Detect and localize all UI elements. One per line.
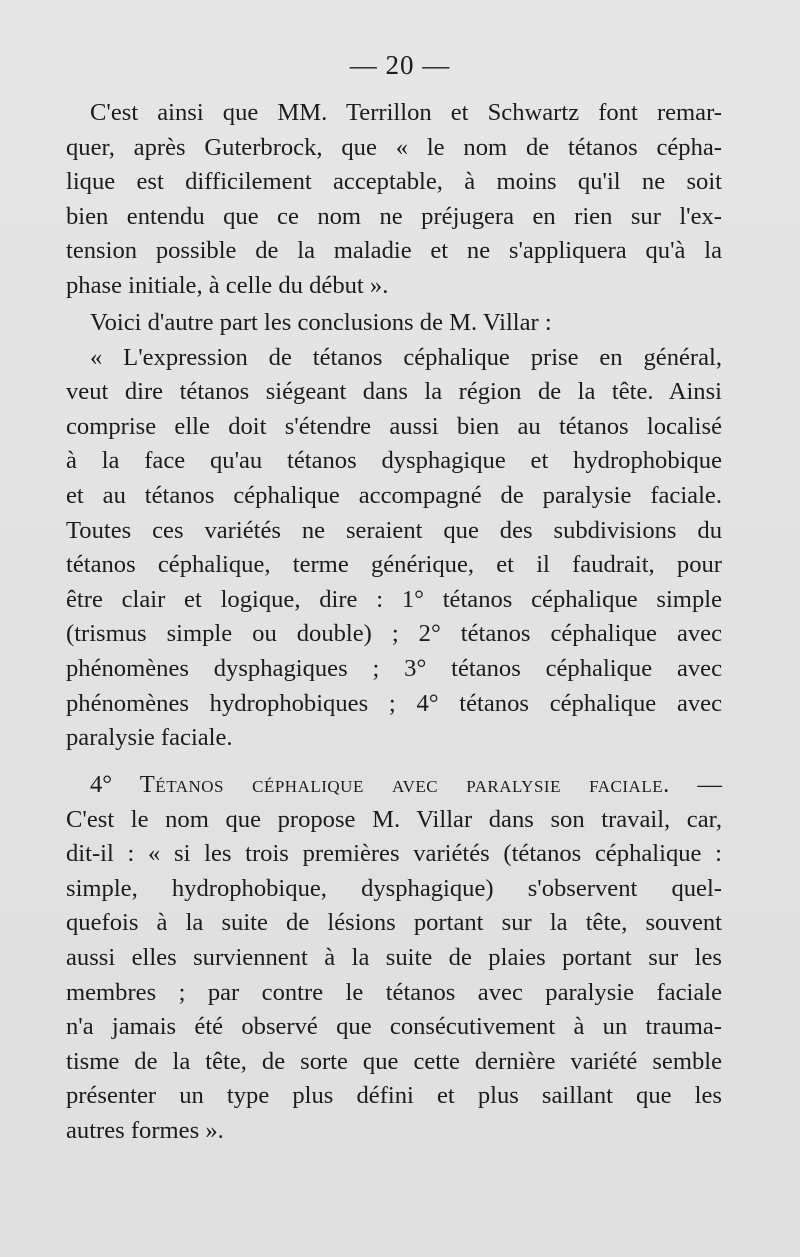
text-line: « L'expression de tétanos céphalique prise en général, <box>90 343 722 371</box>
text-line: phénomènes hydrophobiques ; 4° tétanos céphalique avec <box>66 689 722 717</box>
text-line: phénomènes dysphagiques ; 3° tétanos céphalique avec <box>66 654 722 682</box>
text-line: Toutes ces variétés ne seraient que des subdivisions du <box>66 516 722 544</box>
text-line: présenter un type plus défini et plus saillant que les <box>66 1082 722 1110</box>
text-line: et au tétanos céphalique accompagné de paralysie faciale. <box>66 481 722 509</box>
text-line: tension possible de la maladie et ne s'appliquera qu'à la <box>66 237 722 265</box>
text-line: tétanos céphalique, terme générique, et il faudrait, pour <box>66 551 722 579</box>
text-line: C'est ainsi que MM. Terrillon et Schwartz font remar- <box>90 99 722 126</box>
text-line: veut dire tétanos siégeant dans la région de la tête. Ainsi <box>66 378 722 406</box>
text-line: à la face qu'au tétanos dysphagique et hydrophobique <box>66 447 722 475</box>
text-line: lique est difficilement acceptable, à moins qu'il ne soit <box>66 168 722 196</box>
text-line: phase initiale, à celle du début ». <box>66 271 389 299</box>
paragraph-villar-conclusions <box>66 306 722 756</box>
text-line: simple, hydrophobique, dysphagique) s'observent quel- <box>66 874 722 902</box>
text-line: Voici d'autre part les conclusions de M. Villar : <box>90 309 552 336</box>
text-line: aussi elles surviennent à la suite de plaies portant sur les <box>66 943 722 971</box>
page-number: — 20 — <box>349 50 451 80</box>
heading-title: Tétanos céphalique avec paralysie faciale. <box>139 771 670 798</box>
text-line: autres formes ». <box>66 1116 224 1144</box>
heading-number: 4° <box>90 771 113 798</box>
text-line: être clair et logique, dire : 1° tétanos céphalique simple <box>66 585 722 613</box>
text-line: quefois à la suite de lésions portant sur la tête, souvent <box>66 909 722 937</box>
heading-dash: — <box>697 771 722 798</box>
text-line: quer, après Guterbrock, que « le nom de tétanos cépha- <box>66 133 722 161</box>
text-line: bien entendu que ce nom ne préjugera en rien sur l'ex- <box>66 202 722 230</box>
section-heading <box>66 768 722 803</box>
text-line: membres ; par contre le tétanos avec paralysie faciale <box>66 978 722 1006</box>
text-line: C'est le nom que propose M. Villar dans son travail, car, <box>66 805 722 833</box>
text-line: comprise elle doit s'étendre aussi bien au tétanos localisé <box>66 412 722 440</box>
text-line: tisme de la tête, de sorte que cette dernière variété semble <box>66 1047 722 1075</box>
text-line: (trismus simple ou double) ; 2° tétanos céphalique avec <box>66 620 722 648</box>
text-line: n'a jamais été observé que consécutivement à un trauma- <box>66 1013 722 1041</box>
paragraph-terrillon-schwartz <box>66 96 722 304</box>
text-line: dit-il : « si les trois premières variétés (tétanos céphalique : <box>66 840 722 868</box>
text-line: paralysie faciale. <box>66 724 233 752</box>
paragraph-paralysie-faciale <box>66 768 722 1149</box>
